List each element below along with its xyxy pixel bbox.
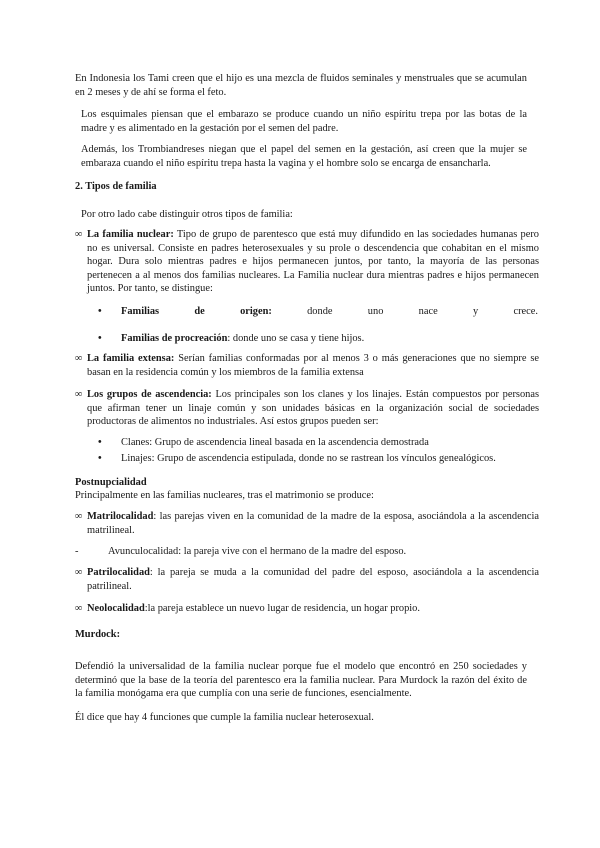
bullet-linajes xyxy=(98,452,538,466)
infinity-icon: ∞ xyxy=(75,229,83,240)
infinity-icon: ∞ xyxy=(75,567,83,578)
infinity-icon: ∞ xyxy=(75,353,83,364)
term-familia-nuclear: La familia nuclear: xyxy=(87,229,174,240)
text-linajes: Linajes: Grupo de ascendencia estipulada, donde no se rastrean los vínculos genealógicos. xyxy=(121,453,496,464)
paragraph-por-otro-lado: Por otro lado cabe distinguir otros tipos de familia: xyxy=(81,209,293,220)
text-familia-nuclear: Tipo de grupo de parentesco que está muy difundido en las sociedades humanas pero no es universal. Consiste en padres heterosexuales y su prole o descendencia que cohabitan en el mismo hogar. Dura solo mientras padres e hijos permanecen juntos, por tanto, la mayoría de las personas pertenecen a al menos dos familias nucleares. La Familia nuclear dura mientras padres e hijos permanecen juntos. Por tanto, se distingue: xyxy=(87,229,539,295)
item-avunculocalidad xyxy=(75,545,527,559)
bullet-clanes xyxy=(98,436,538,450)
bullet-icon: • xyxy=(98,306,102,317)
origen-word: Familias xyxy=(121,306,160,317)
text-neolocalidad: :la pareja establece un nuevo lugar de residencia, un hogar propio. xyxy=(144,603,420,614)
bullet-familias-origen xyxy=(98,305,538,319)
text-familia-extensa: Serían familias conformadas por al menos 3 o más generaciones que no siempre se basan en la residencia común y los miembros de la familia extensa xyxy=(87,353,539,378)
bullet-icon: • xyxy=(98,437,102,448)
item-patrilocalidad xyxy=(75,566,539,593)
item-matrilocalidad xyxy=(75,510,539,537)
text-procreacion: : donde uno se casa y tiene hijos. xyxy=(227,333,365,344)
origen-word: y xyxy=(472,306,479,317)
text-avunculocalidad: Avunculocalidad: la pareja vive con el hermano de la madre del esposo. xyxy=(108,546,407,557)
item-familia-nuclear xyxy=(75,228,539,296)
origen-word: de xyxy=(194,306,205,317)
origen-word: origen: xyxy=(240,306,272,317)
item-neolocalidad xyxy=(75,602,539,616)
infinity-icon: ∞ xyxy=(75,603,83,614)
text-matrilocalidad: : las parejas viven en la comunidad de la madre de la esposa, asociándola a la ascendencia matrilineal. xyxy=(87,511,539,536)
heading-postnupcialidad: Postnupcialidad xyxy=(75,477,147,488)
infinity-icon: ∞ xyxy=(75,389,83,400)
paragraph-murdock: Defendió la universalidad de la familia nuclear porque fue el modelo que encontró en 250 sociedades y determinó que la base de la teoría del parentesco era la familia nuclear. Para Murdock la razón del éxito de la familia monógama era que cumplía con una serie de funciones, esencialmente. xyxy=(75,661,527,700)
item-grupos-ascendencia xyxy=(75,388,539,429)
term-neolocalidad: Neolocalidad xyxy=(87,603,145,614)
paragraph-principalmente: Principalmente en las familias nucleares, tras el matrimonio se produce: xyxy=(75,490,374,501)
heading-tipos-de-familia: 2. Tipos de familia xyxy=(75,181,157,192)
item-familia-extensa xyxy=(75,352,539,379)
text-clanes: Clanes: Grupo de ascendencia lineal basada en la ascendencia demostrada xyxy=(121,437,429,448)
term-procreacion: Familias de procreación xyxy=(121,333,228,344)
text-grupos-ascendencia: Los principales son los clanes y los linajes. Están compuestos por personas que afirman tener un linaje común y son unidades básicas en la organización social de sociedades productoras de alimentos no industriales. Así estos grupos pueden ser: xyxy=(87,389,539,428)
text-patrilocalidad: : la pareja se muda a la comunidad del padre del esposo, asociándola a la ascendencia patrilineal. xyxy=(87,567,539,592)
bullet-familias-procreacion xyxy=(98,332,538,346)
origen-word: donde xyxy=(307,306,333,317)
paragraph-esquimales: Los esquimales piensan que el embarazo se produce cuando un niño espíritu trepa por las botas de la madre y es alimentado en la gestación por el semen del padre. xyxy=(81,109,527,134)
term-grupos-ascendencia: Los grupos de ascendencia: xyxy=(87,389,212,400)
term-patrilocalidad: Patrilocalidad xyxy=(87,567,150,578)
term-familia-extensa: La familia extensa: xyxy=(87,353,175,364)
dash-icon: - xyxy=(75,546,79,557)
heading-murdock: Murdock: xyxy=(75,629,121,640)
term-matrilocalidad: Matrilocalidad xyxy=(87,511,154,522)
bullet-icon: • xyxy=(98,333,102,344)
origen-word: crece. xyxy=(513,306,538,317)
origen-word: nace xyxy=(418,306,438,317)
bullet-icon: • xyxy=(98,453,102,464)
paragraph-indonesia: En Indonesia los Tami creen que el hijo es una mezcla de fluidos seminales y menstruales que se acumulan en 2 meses y de ahí se forma el feto. xyxy=(75,73,527,98)
paragraph-trobriandeses: Además, los Trombiandreses niegan que el papel del semen en la gestación, así creen que la mujer se embaraza cuando el niño espíritu trepa hasta la vagina y el hombre solo se encarga de ensancharla. xyxy=(81,144,527,169)
paragraph-funciones: Él dice que hay 4 funciones que cumple la familia nuclear heterosexual. xyxy=(75,712,374,723)
infinity-icon: ∞ xyxy=(75,511,83,522)
origen-word: uno xyxy=(367,306,384,317)
